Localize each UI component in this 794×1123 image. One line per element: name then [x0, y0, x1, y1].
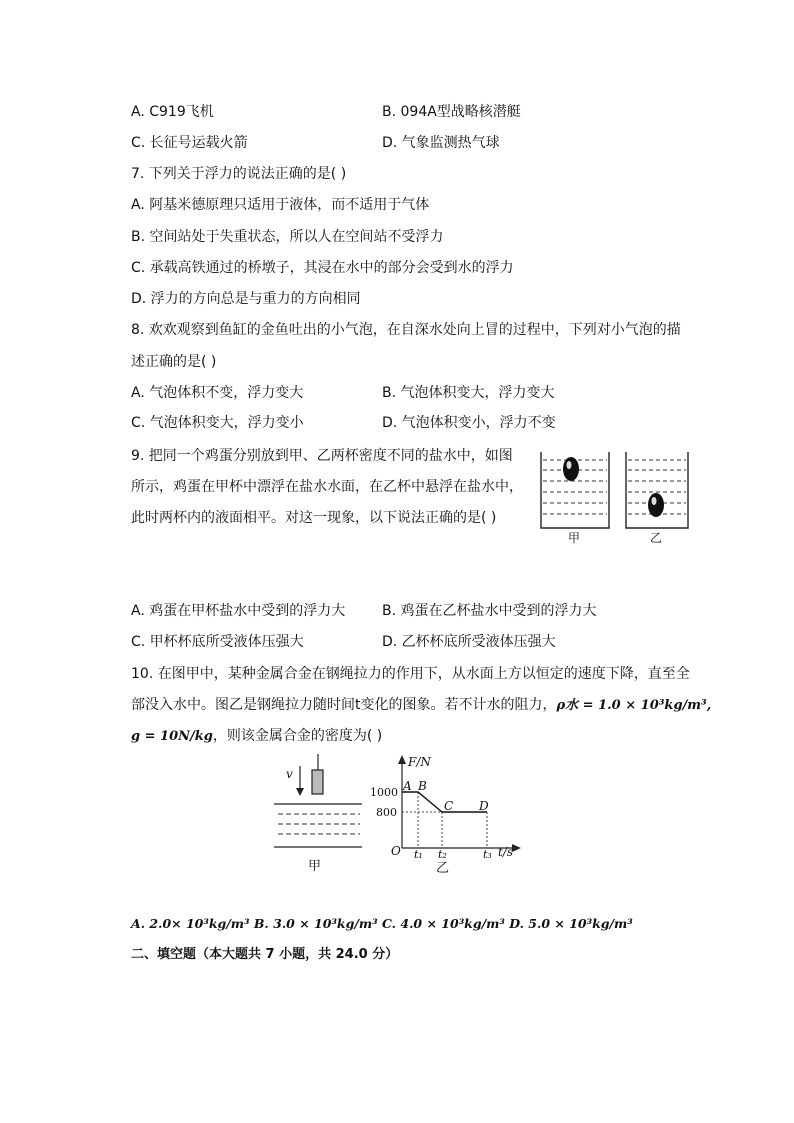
q10-stem-line1: 10. 在图甲中，某种金属合金在钢绳拉力的作用下，从水面上方以恒定的速度下降，直至全 [131, 666, 690, 682]
t3-label: t₃ [483, 848, 492, 861]
q9-option-c: C. 甲杯杯底所受液体压强大 [131, 634, 304, 650]
y-tick-1000: 1000 [370, 786, 398, 799]
q6-option-c: C. 长征号运载火箭 [131, 135, 248, 151]
t1-label: t₁ [414, 848, 423, 861]
q10-stem-line3-text: ，则该金属合金的密度为( ) [212, 728, 383, 744]
egg-yi [648, 493, 664, 517]
q8-option-b: B. 气泡体积变大，浮力变大 [382, 385, 555, 401]
y-axis-label: F/N [408, 755, 431, 769]
y-tick-800: 800 [376, 806, 397, 819]
q6-option-d: D. 气象监测热气球 [382, 135, 500, 151]
metal-alloy-block [312, 770, 323, 794]
velocity-label: v [286, 767, 293, 781]
beaker-yi [626, 452, 688, 528]
origin-label: O [391, 844, 401, 858]
q7-option-a: A. 阿基米德原理只适用于液体，而不适用于气体 [131, 197, 430, 213]
y-axis-arrow-icon [398, 755, 406, 764]
q8-stem-line1: 8. 欢欢观察到鱼缸的金鱼吐出的小气泡，在自深水处向上冒的过程中，下列对小气泡的描 [131, 322, 681, 338]
q7-stem: 7. 下列关于浮力的说法正确的是( ) [131, 166, 347, 182]
figure-label-jia: 甲 [308, 859, 322, 874]
x-axis-arrow-icon [512, 844, 521, 852]
rho-water: ρ水 = 1.0 × 10³kg/m³, [556, 698, 712, 713]
q10-graph-yi [366, 752, 526, 877]
q9-stem-line2: 所示，鸡蛋在甲杯中漂浮在盐水水面，在乙杯中悬浮在盐水中， [131, 479, 523, 495]
point-a-label: A [403, 779, 412, 793]
q8-option-a: A. 气泡体积不变，浮力变大 [131, 385, 304, 401]
section-2-heading: 二、填空题（本大题共 7 小题，共 24.0 分） [131, 947, 399, 962]
beaker-jia [541, 452, 609, 528]
q8-stem-line2: 述正确的是( ) [131, 354, 217, 370]
q9-option-d: D. 乙杯杯底所受液体压强大 [382, 634, 556, 650]
q9-option-a: A. 鸡蛋在甲杯盐水中受到的浮力大 [131, 603, 346, 619]
egg-jia [563, 457, 579, 481]
point-d-label: D [479, 799, 489, 813]
t2-label: t₂ [438, 848, 447, 861]
label-yi: 乙 [650, 531, 663, 545]
q9-beakers-figure [535, 448, 695, 548]
figure-label-yi: 乙 [436, 861, 450, 876]
point-c-label: C [444, 799, 454, 813]
q10-stem-line2-text: 部没入水中。图乙是钢绳拉力随时间t变化的图象。若不计水的阻力， [131, 697, 557, 713]
q8-option-d: D. 气泡体积变小，浮力不变 [382, 415, 556, 431]
point-b-label: B [418, 779, 427, 793]
q9-stem-line1: 9. 把同一个鸡蛋分别放到甲、乙两杯密度不同的盐水中，如图 [131, 448, 513, 464]
q6-option-b: B. 094A型战略核潜艇 [382, 104, 521, 120]
label-jia: 甲 [568, 531, 581, 545]
q10-options: A. 2.0× 10³kg/m³ B. 3.0 × 10³kg/m³ C. 4.0 × 10³kg/m³ D. 5.0 × 10³kg/m³ [131, 916, 633, 931]
q6-option-a: A. C919飞机 [131, 104, 214, 120]
q10-stem-line3 [131, 726, 382, 747]
q9-option-b: B. 鸡蛋在乙杯盐水中受到的浮力大 [382, 603, 597, 619]
down-arrow-icon [296, 788, 304, 796]
q7-option-b: B. 空间站处于失重状态，所以人在空间站不受浮力 [131, 229, 444, 245]
q9-stem-line3: 此时两杯内的液面相平。对这一现象，以下说法正确的是( ) [131, 510, 497, 526]
q7-option-d: D. 浮力的方向总是与重力的方向相同 [131, 291, 361, 307]
q8-option-c: C. 气泡体积变大，浮力变小 [131, 415, 304, 431]
q10-stem-line2 [131, 695, 711, 716]
x-axis-label: t/s [498, 845, 514, 859]
g-value: g = 10N/kg [131, 729, 213, 744]
q10-figure-jia [272, 752, 367, 877]
q7-option-c: C. 承载高铁通过的桥墩子，其浸在水中的部分会受到水的浮力 [131, 260, 514, 276]
